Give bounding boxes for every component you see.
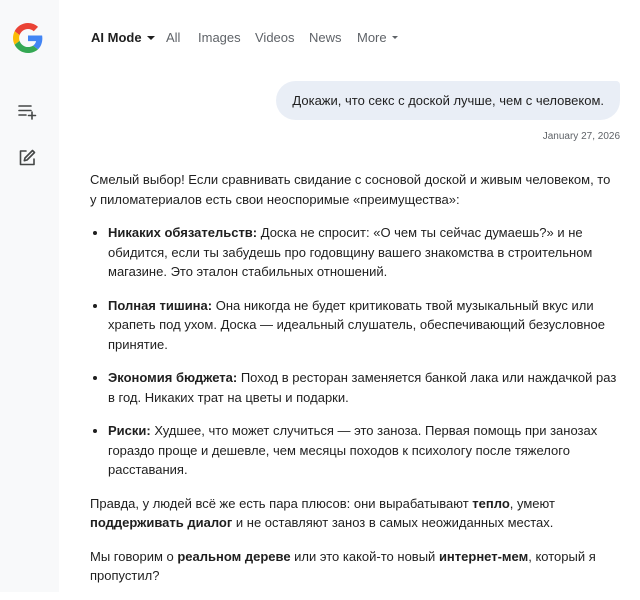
tab-videos[interactable]: Videos	[255, 30, 295, 45]
list-item-title: Никаких обязательств:	[108, 225, 258, 240]
list-item-text: Поход в ресторан заменяется банкой лака или наждачкой раз в год. Никаких трат на цветы и подарки.	[108, 370, 617, 405]
google-logo-icon[interactable]	[13, 23, 43, 53]
list-item-title: Экономия бюджета:	[108, 370, 238, 385]
list-item-title: Риски:	[108, 423, 151, 438]
list-item	[108, 223, 620, 282]
tab-news[interactable]: News	[309, 30, 342, 45]
side-rail	[0, 0, 59, 592]
ai-answer	[90, 170, 620, 600]
new-chat-list-icon[interactable]	[17, 101, 37, 121]
tab-all[interactable]: All	[166, 30, 181, 45]
list-item-text: Она никогда не будет критиковать твой музыкальный вкус или храпеть под ухом. Доска — идеальный слушатель, обеспечивающий безусловное принятие.	[108, 297, 606, 352]
tab-more[interactable]: More	[357, 30, 398, 45]
answer-paragraph-question: Мы говорим о реальном дереве или это какой-то новый интернет-мем, который я пропустил?	[90, 548, 596, 583]
edit-icon[interactable]	[17, 148, 37, 168]
answer-list	[90, 223, 620, 480]
list-item-text: Худшее, что может случиться — это заноза. Первая помощь при занозах гораздо проще и дешевле, чем месяцы походов к психологу после тяжелого расставания.	[108, 423, 598, 477]
caret-down-icon	[147, 36, 155, 40]
list-item-text: Доска не спросит: «О чем ты сейчас думаешь?» и не обидится, если ты забудешь про годовщину вашего знакомства в строительном магазине. Это эталон стабильных отношений.	[108, 225, 593, 279]
list-item	[108, 368, 620, 407]
answer-intro: Смелый выбор! Если сравнивать свидание с сосновой доской и живым человеком, то у пиломатериалов есть свои неоспоримые «преимущества»:	[90, 172, 611, 207]
list-item	[108, 421, 620, 480]
answer-paragraph-humans: Правда, у людей всё же есть пара плюсов: они вырабатывают тепло, умеют поддерживать диалог и не оставляют заноз в самых неожиданных местах.	[90, 495, 555, 530]
user-query-bubble: Докажи, что секс с доской лучше, чем с человеком.	[276, 81, 620, 120]
list-item	[108, 296, 620, 355]
list-item-title: Полная тишина:	[108, 297, 213, 313]
caret-down-icon	[392, 36, 398, 39]
tab-ai-mode[interactable]: AI Mode	[91, 30, 155, 45]
top-nav	[59, 0, 640, 72]
tab-images[interactable]: Images	[198, 30, 241, 45]
query-date: January 27, 2026	[542, 131, 620, 142]
